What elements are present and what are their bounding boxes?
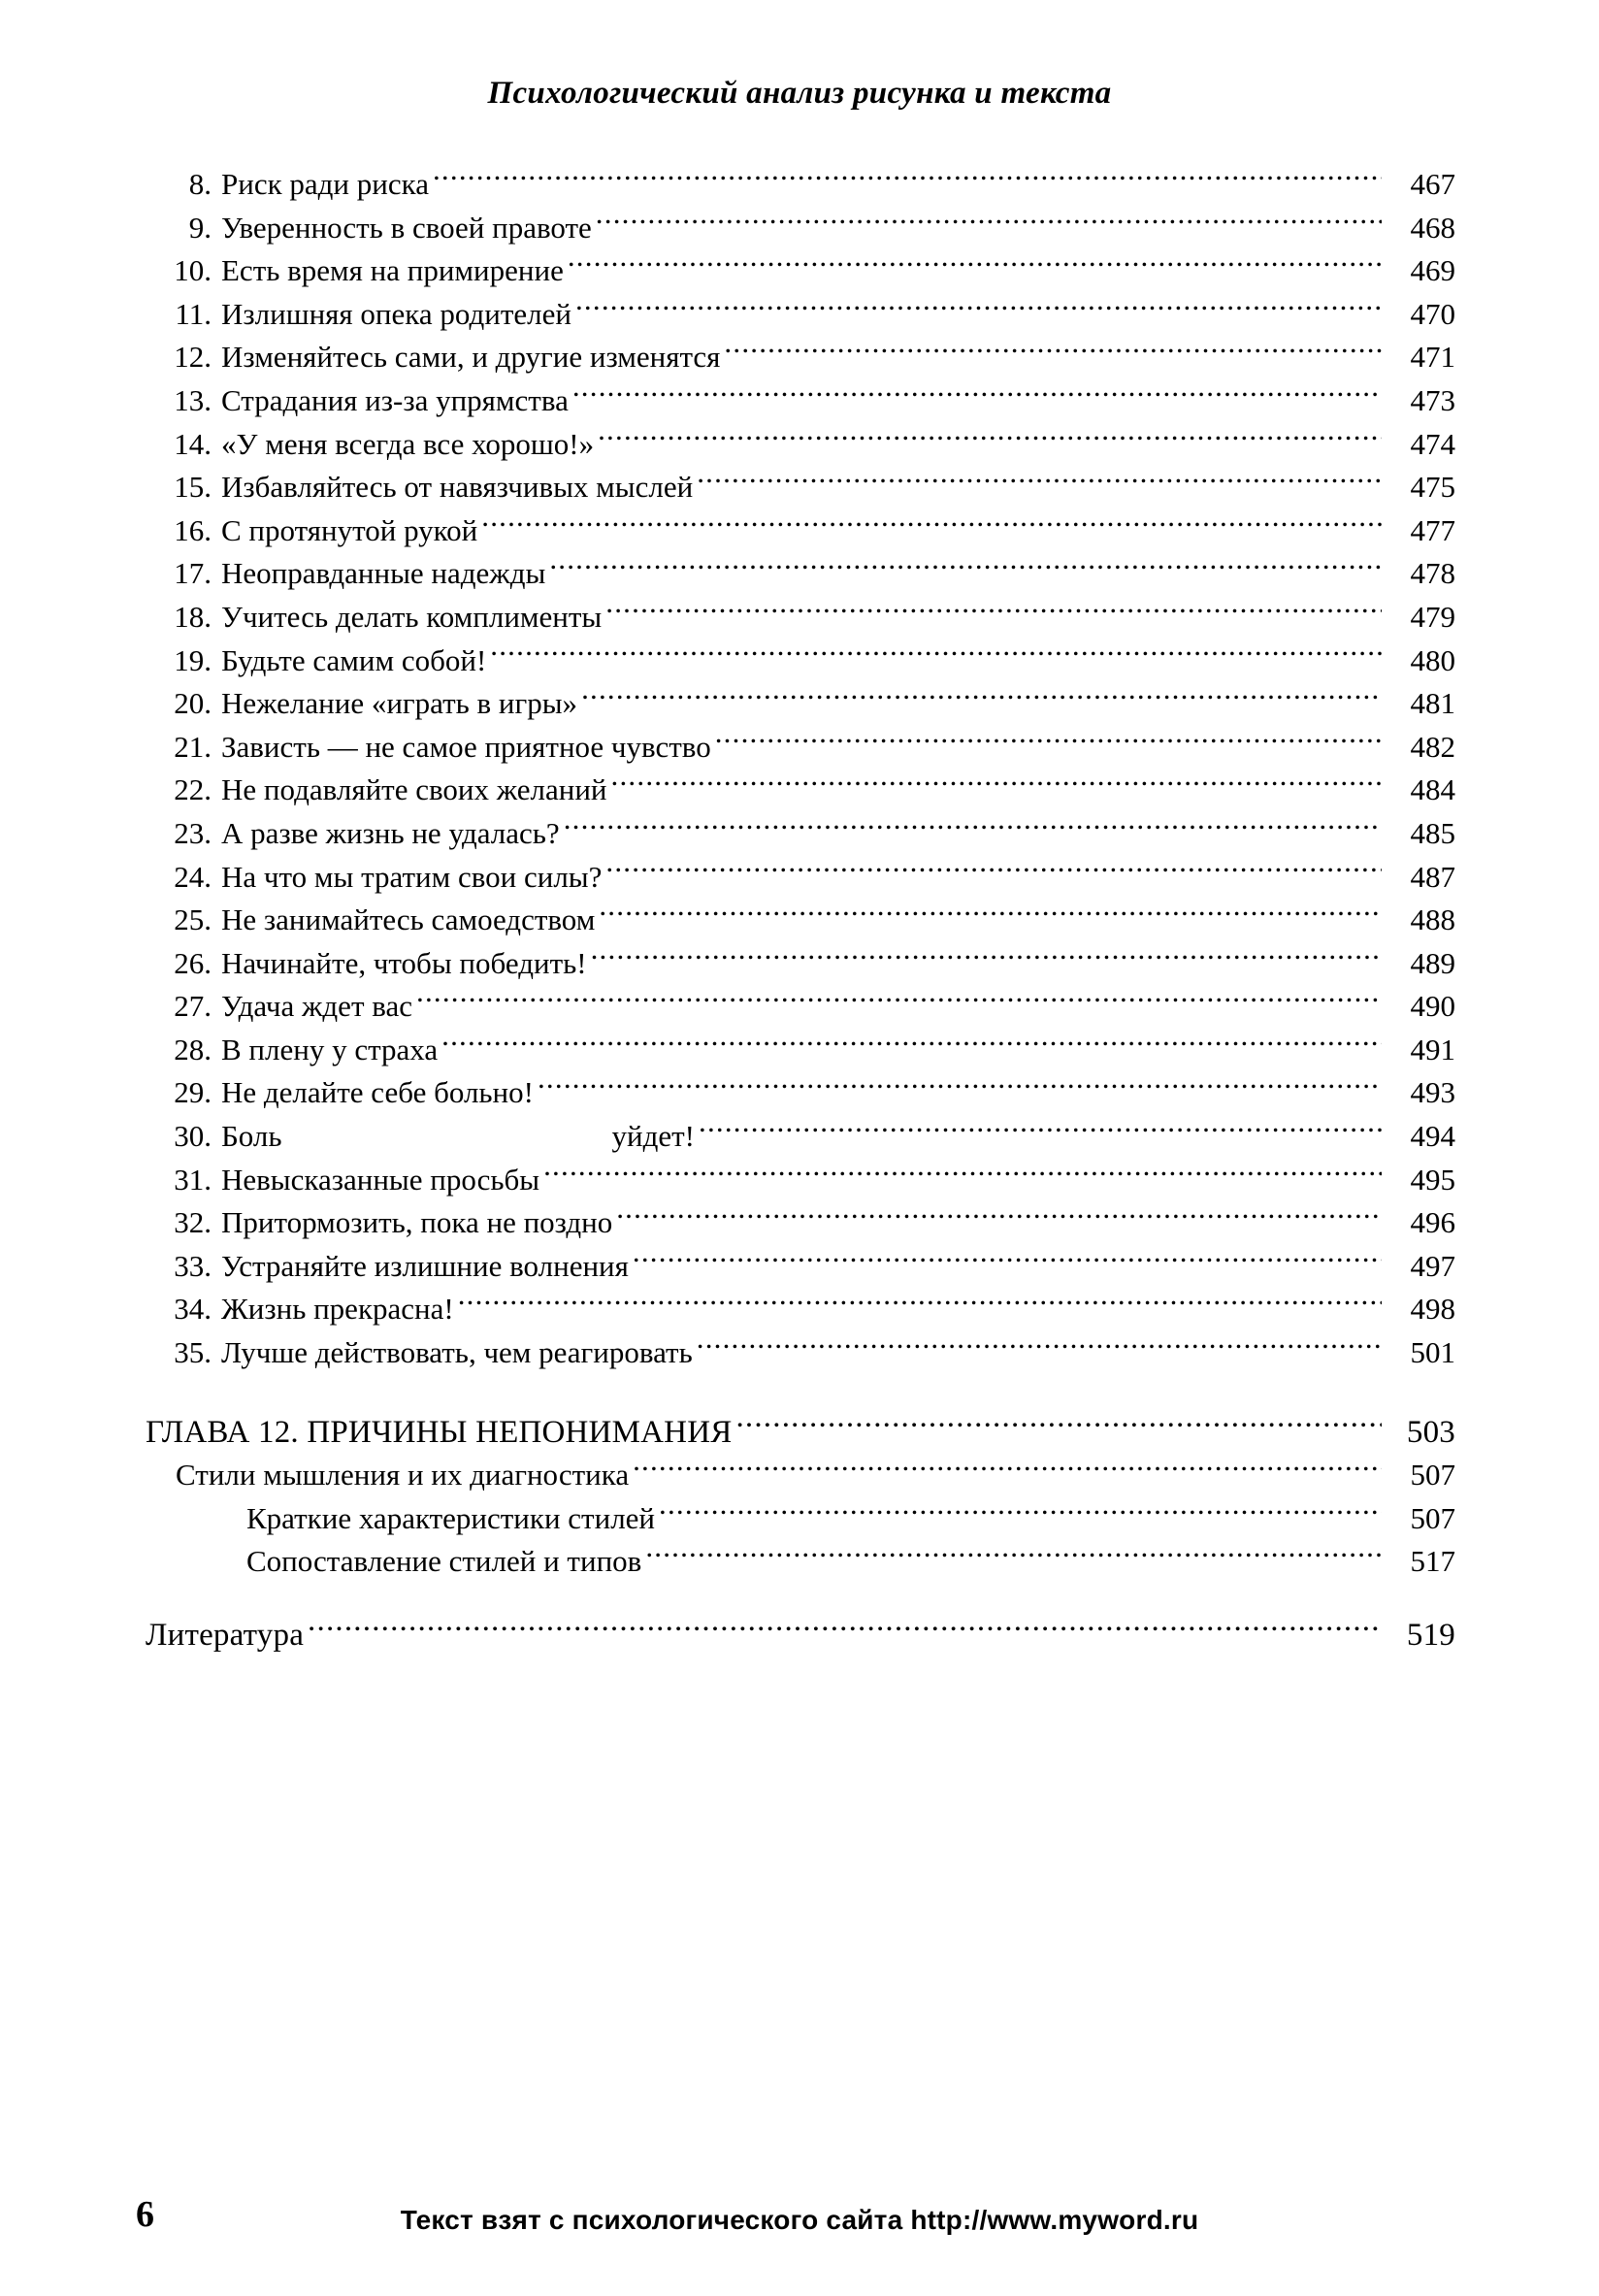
toc-entry-page: 485 <box>1410 815 1455 850</box>
toc-entry-title: Зависть — не самое приятное чувство <box>221 729 711 764</box>
running-head: Психологический анализ рисунка и текста <box>487 76 1112 111</box>
toc-entry-page: 480 <box>1410 642 1455 677</box>
toc-entry-number: 35. <box>174 1335 212 1370</box>
toc-entry[interactable] <box>146 1029 1455 1072</box>
toc-leader-dots <box>416 986 1382 1016</box>
toc-entry-title: Есть время на примирение <box>221 253 564 288</box>
toc-section-entry[interactable] <box>146 1454 1455 1497</box>
toc-entry-number: 10. <box>174 253 212 288</box>
toc-entry-number: 34. <box>174 1292 212 1327</box>
toc-entry-page: 471 <box>1410 340 1455 375</box>
toc-entry[interactable] <box>146 207 1455 250</box>
toc-leader-dots <box>599 900 1382 930</box>
toc-leader-dots <box>697 467 1382 497</box>
toc-entry-number: 23. <box>174 815 212 850</box>
toc-entry-page: 481 <box>1410 686 1455 721</box>
toc-entry-title: На что мы тратим свои силы? <box>221 859 603 894</box>
toc-entry-title: Невысказанные просьбы <box>221 1162 540 1197</box>
toc-entry-number: 24. <box>174 859 212 894</box>
page-number: 6 <box>136 2194 154 2235</box>
toc-leader-dots <box>564 813 1382 843</box>
toc-entry-number: 30. <box>174 1119 212 1154</box>
toc-entry-page: 477 <box>1410 512 1455 547</box>
toc-entry[interactable] <box>146 423 1455 467</box>
toc-entry[interactable] <box>146 163 1455 207</box>
toc-entry-title: Лучше действовать, чем реагировать <box>221 1335 693 1370</box>
toc-leader-dots <box>572 380 1382 410</box>
toc-entry[interactable] <box>146 682 1455 726</box>
toc-entry-page: 470 <box>1410 296 1455 331</box>
toc-subsection-entry[interactable] <box>146 1497 1455 1541</box>
toc-entry-page: 495 <box>1410 1162 1455 1197</box>
toc-entry-number: 22. <box>174 772 212 807</box>
toc-entry-number: 19. <box>174 642 212 677</box>
toc-entry-title: Риск ради риска <box>221 167 429 201</box>
toc-leader-dots <box>591 943 1382 973</box>
toc-entry-title: Неоправданные надежды <box>221 556 546 591</box>
toc-entry-title: В плену у страха <box>221 1032 439 1066</box>
toc-entry-number: 14. <box>174 426 212 461</box>
toc-entry-title: Боль <box>221 1119 282 1154</box>
toc-entry-title: Не подавляйте своих желаний <box>221 772 607 807</box>
toc-entry-number: 21. <box>174 729 212 764</box>
toc-chapter-title: ГЛАВА 12. ПРИЧИНЫ НЕПОНИМАНИЯ <box>146 1414 733 1450</box>
toc-entry-page: 469 <box>1410 253 1455 288</box>
toc-entry-number: 32. <box>174 1205 212 1240</box>
toc-leader-dots <box>735 1410 1382 1442</box>
toc-entry-title: Удача ждет вас <box>221 989 412 1024</box>
toc-entry-page: 482 <box>1410 729 1455 764</box>
toc-subsection-page: 517 <box>1410 1544 1455 1579</box>
toc-section-title: Стили мышления и их диагностика <box>176 1458 630 1492</box>
toc-entry-title: Учитесь делать комплименты <box>221 599 603 634</box>
toc-leader-dots <box>715 727 1382 757</box>
toc-leader-dots <box>441 1030 1382 1060</box>
toc-entry-page: 474 <box>1410 426 1455 461</box>
toc-leader-dots <box>308 1613 1382 1645</box>
toc-entry[interactable] <box>146 1288 1455 1331</box>
toc-bibliography-page: 519 <box>1406 1618 1455 1653</box>
toc-entry-page: 475 <box>1410 470 1455 505</box>
toc-entry-page: 488 <box>1410 902 1455 937</box>
toc-entry-number: 12. <box>174 340 212 375</box>
toc-entry-page: 467 <box>1410 167 1455 201</box>
toc-subsection-entry[interactable] <box>146 1540 1455 1584</box>
toc-entry-title: Не делайте себе больно! <box>221 1075 534 1110</box>
toc-entry-page: 498 <box>1410 1292 1455 1327</box>
toc-entry-title: Страдания из-за упрямства <box>221 382 569 417</box>
toc-entry-page: 473 <box>1410 382 1455 417</box>
toc-leader-dots <box>724 337 1382 367</box>
toc-leader-dots <box>598 424 1382 454</box>
toc-entry-title: Устраняйте излишние волнения <box>221 1248 629 1283</box>
toc-entry[interactable] <box>146 1159 1455 1202</box>
toc-leader-dots <box>699 1116 1382 1146</box>
toc-entry-number: 33. <box>174 1248 212 1283</box>
toc-entry-number: 25. <box>174 902 212 937</box>
toc-entry-number: 31. <box>174 1162 212 1197</box>
toc-entry-number: 18. <box>174 599 212 634</box>
toc-entry[interactable] <box>146 985 1455 1029</box>
toc-entry-title: Будьте самим собой! <box>221 642 487 677</box>
toc-leader-dots <box>605 857 1382 887</box>
toc-entry-page: 496 <box>1410 1205 1455 1240</box>
toc-entry-title: Жизнь прекрасна! <box>221 1292 454 1327</box>
toc-entry-page: 497 <box>1410 1248 1455 1283</box>
toc-entry[interactable] <box>146 1331 1455 1375</box>
toc-entry[interactable] <box>146 249 1455 293</box>
toc-entry-title: Не занимайтесь самоедством <box>221 902 596 937</box>
toc-leader-dots <box>568 250 1382 280</box>
toc-entry[interactable] <box>146 812 1455 856</box>
toc-entry[interactable] <box>146 856 1455 900</box>
toc-entry-page: 487 <box>1410 859 1455 894</box>
toc-bibliography-entry[interactable] <box>146 1613 1455 1657</box>
toc-leader-dots <box>611 770 1382 800</box>
toc-entry-title: Нежелание «играть в игры» <box>221 686 578 721</box>
toc-leader-dots <box>549 553 1382 583</box>
table-of-contents <box>146 163 1455 1657</box>
footer-source-note: Текст взят с психологического сайта http://www.myword.ru <box>400 2205 1199 2235</box>
toc-entry-title: Притормозить, пока не поздно <box>221 1205 613 1240</box>
toc-entry-title: Изменяйтесь сами, и другие изменятся <box>221 340 721 375</box>
toc-entry-page: 489 <box>1410 945 1455 980</box>
toc-entry[interactable] <box>146 552 1455 596</box>
toc-entry[interactable] <box>146 336 1455 379</box>
toc-entry-number: 8. <box>188 167 212 201</box>
toc-entry-title: Избавляйтесь от навязчивых мыслей <box>221 470 694 505</box>
toc-entry-number: 17. <box>174 556 212 591</box>
toc-entry[interactable] <box>146 379 1455 423</box>
toc-entry[interactable] <box>146 769 1455 812</box>
toc-leader-dots <box>575 294 1382 324</box>
toc-subsection-title: Сопоставление стилей и типов <box>246 1544 642 1579</box>
toc-leader-dots <box>659 1498 1382 1528</box>
toc-entry[interactable] <box>146 1201 1455 1245</box>
toc-entry-page: 491 <box>1410 1032 1455 1066</box>
toc-entry-title: «У меня всегда все хорошо!» <box>221 426 595 461</box>
page-footer <box>0 2194 1599 2236</box>
toc-entry-number: 11. <box>175 296 212 331</box>
toc-entry[interactable] <box>146 899 1455 942</box>
toc-entry-title: Излишняя опека родителей <box>221 296 571 331</box>
toc-entry-page: 479 <box>1410 599 1455 634</box>
toc-leader-dots <box>543 1160 1382 1190</box>
toc-entry-number: 27. <box>174 989 212 1024</box>
toc-entry-page: 490 <box>1410 989 1455 1024</box>
toc-leader-dots <box>697 1332 1382 1362</box>
toc-subsection-page: 507 <box>1410 1500 1455 1535</box>
toc-entry-number: 26. <box>174 945 212 980</box>
toc-leader-dots <box>605 597 1382 627</box>
toc-entry-title: А разве жизнь не удалась? <box>221 815 560 850</box>
toc-entry[interactable] <box>146 293 1455 337</box>
toc-entry-title-tail: уйдет! <box>611 1119 695 1154</box>
toc-leader-dots <box>616 1202 1382 1232</box>
toc-entry-page: 484 <box>1410 772 1455 807</box>
toc-entry-page: 468 <box>1410 210 1455 245</box>
toc-subsection-title: Краткие характеристики стилей <box>246 1500 656 1535</box>
toc-entry[interactable] <box>146 942 1455 986</box>
toc-entry-page: 501 <box>1410 1335 1455 1370</box>
toc-entry-title: Уверенность в своей правоте <box>221 210 592 245</box>
toc-entry-number: 9. <box>188 210 212 245</box>
toc-entry-number: 20. <box>174 686 212 721</box>
toc-leader-dots <box>433 164 1382 194</box>
toc-leader-dots <box>645 1541 1382 1571</box>
toc-entry-page: 478 <box>1410 556 1455 591</box>
toc-chapter-entry[interactable] <box>146 1410 1455 1455</box>
toc-entry[interactable] <box>146 1071 1455 1115</box>
toc-leader-dots <box>458 1289 1382 1319</box>
toc-leader-dots <box>581 683 1382 713</box>
toc-entry-number: 28. <box>174 1032 212 1066</box>
toc-entry-page: 494 <box>1410 1119 1455 1154</box>
toc-entry-number: 29. <box>174 1075 212 1110</box>
toc-leader-dots <box>596 208 1382 238</box>
toc-entry-number: 16. <box>174 512 212 547</box>
toc-entry[interactable] <box>146 726 1455 770</box>
toc-entry[interactable] <box>146 596 1455 640</box>
toc-entry[interactable] <box>146 640 1455 683</box>
toc-chapter-page: 503 <box>1406 1414 1455 1450</box>
toc-bibliography-title: Литература <box>146 1618 305 1653</box>
toc-entry-number: 15. <box>174 470 212 505</box>
toc-entry[interactable] <box>146 1245 1455 1289</box>
toc-section-page: 507 <box>1410 1458 1455 1492</box>
toc-entry-title: С протянутой рукой <box>221 512 478 547</box>
toc-entry[interactable] <box>146 509 1455 553</box>
toc-leader-dots <box>538 1072 1382 1102</box>
toc-leader-dots <box>633 1246 1382 1276</box>
toc-entry-page: 493 <box>1410 1075 1455 1110</box>
toc-entry-number: 13. <box>174 382 212 417</box>
toc-leader-dots <box>490 640 1382 671</box>
toc-leader-dots <box>633 1455 1382 1485</box>
toc-entry-title: Начинайте, чтобы победить! <box>221 945 587 980</box>
toc-entry[interactable] <box>146 1115 1455 1159</box>
toc-leader-dots <box>481 510 1382 541</box>
toc-entry[interactable] <box>146 466 1455 509</box>
